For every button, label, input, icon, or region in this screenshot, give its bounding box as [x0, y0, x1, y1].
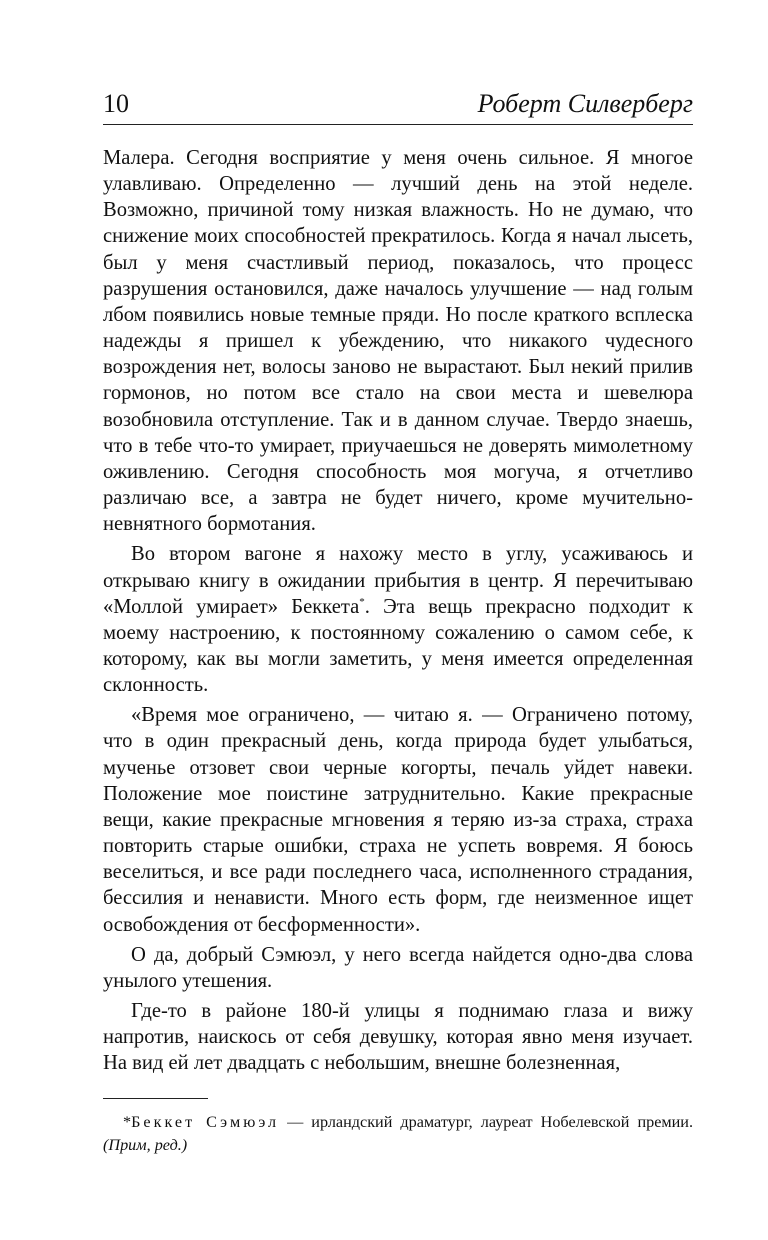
paragraph-text: . Эта вещь прекрасно подходит к моему настроению, к постоянному сожалению о самом себе, к которому, как вы могли заметить, у меня имеется определенная склонность.	[103, 595, 693, 697]
footnote-name: Беккет Сэмюэл	[131, 1113, 280, 1132]
body-text	[103, 145, 693, 1076]
footnote	[103, 1111, 693, 1157]
page-header	[103, 88, 693, 125]
footnote-divider	[103, 1098, 208, 1099]
book-page	[103, 88, 693, 1157]
paragraph: Малера. Сегодня восприятие у меня очень сильное. Я многое улавливаю. Определенно — лучший день на этой неделе. Возможно, причиной тому низкая влажность. Но не думаю, что снижение моих способностей прекратилось. Когда я начал лысеть, был у меня счастливый период, показалось, что процесс разрушения остановился, даже началось улучшение — над голым лбом появились новые темные пряди. Но после краткого всплеска надежды я пришел к убеждению, что никакого чудесного возрождения нет, волосы заново не вырастают. Был некий прилив гормонов, но потом все стало на свои места и шевелюра возобновила отступление. Так и в данном случае. Твердо знаешь, что в тебе что-то умирает, приучаешься не доверять мимолетному оживлению. Сегодня способность моя могуча, я отчетливо различаю все, а завтра не будет ничего, кроме мучительно-невнятного бормотания.	[103, 147, 693, 536]
footnote-text: — ирландский драматург, лауреат Нобелевской премии.	[279, 1113, 694, 1132]
footnote-reference: *	[359, 595, 365, 608]
paragraph: «Время мое ограничено, — читаю я. — Ограничено потому, что в один прекрасный день, когда природа будет улыбаться, мученье отзовет свои черные когорты, печаль уйдет навеки. Положение мое поистине затруднительно. Какие прекрасные вещи, какие прекрасные мгновения я теряю из-за страха, страха повторить старые ошибки, страха не успеть вовремя. Я боюсь веселиться, и все ради последнего часа, исполненного страдания, бессилия и ненависти. Много есть форм, где неизменное ищет освобождения от бесформенности».	[103, 704, 693, 936]
paragraph	[103, 541, 693, 698]
running-title: Роберт Силверберг	[477, 89, 693, 118]
page-number: 10	[103, 89, 129, 118]
paragraph: О да, добрый Сэмюэл, у него всегда найдется одно-два слова унылого утешения.	[103, 943, 693, 992]
footnote-editor-note: (Прим, ред.)	[103, 1136, 188, 1155]
footnote-marker: *	[123, 1113, 132, 1132]
paragraph: Где-то в районе 180-й улицы я поднимаю глаза и вижу напротив, наискось от себя девушку, которая явно меня изучает. На вид ей лет двадцать с небольшим, внешне болезненная,	[103, 1000, 693, 1075]
paragraph-text: Во втором вагоне я нахожу место в углу, усаживаюсь и открываю книгу в ожидании прибытия в центр. Я перечитываю «Моллой умирает» Беккета	[103, 543, 693, 618]
